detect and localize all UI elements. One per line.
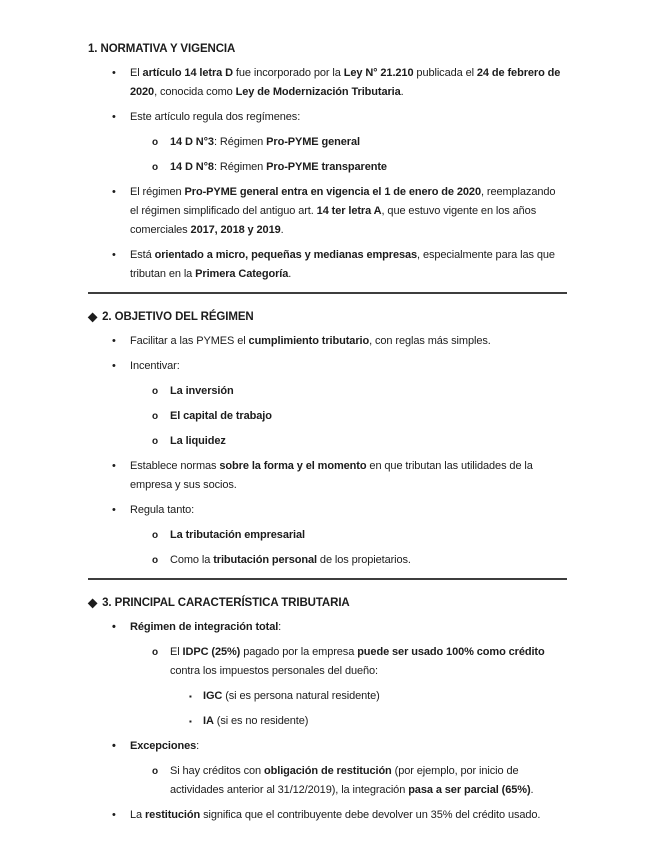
text-segment: Incentivar: [130,360,180,372]
bullet-item [88,806,567,825]
bullet-item [88,407,567,426]
bullet-marker-icon: • [112,621,116,633]
text-segment: , especialmente para las que tributan en la [130,249,555,280]
bullet-item [88,501,567,520]
bullet-marker-icon: • [112,460,116,472]
bullet-item [88,687,567,706]
bullet-marker-icon: o [152,555,159,566]
section-heading-text: 3. PRINCIPAL CARACTERÍSTICA TRIBUTARIA [102,597,350,609]
section-heading [88,593,567,613]
bullet-text [170,762,560,800]
text-segment: Como la [170,554,214,566]
text-segment: Este artículo regula dos regímenes: [130,111,301,123]
bullet-text [130,618,281,637]
section-divider [88,578,567,580]
text-segment: Si hay créditos con [170,765,264,777]
text-segment: cumplimiento tributario [248,335,370,347]
text-segment: Facilitar a las PYMES el [130,335,249,347]
bullet-marker-icon: o [152,162,159,173]
bullet-marker-icon: o [152,530,159,541]
text-segment: 14 ter letra A [316,205,382,217]
text-segment: La inversión [170,385,234,397]
text-segment: en que tributan las utilidades de la empresa y sus socios. [130,460,533,491]
bullet-text [130,457,564,495]
bullet-item [88,64,567,102]
text-segment: puede ser usado 100% como crédito [357,646,545,658]
bullet-marker-icon: o [152,436,159,447]
text-segment: . [280,224,284,236]
bullet-item [88,551,567,570]
bullet-item [88,643,567,681]
text-segment: contra los impuestos personales del dueño: [170,665,378,677]
bullet-text [170,382,234,401]
text-segment: : [278,621,282,633]
text-segment: : Régimen [213,161,267,173]
bullet-marker-icon: o [152,386,159,397]
text-segment: , conocida como [154,86,236,98]
bullet-item [88,246,567,284]
text-segment: Pro-PYME general entra en vigencia el 1 de enero de 2020 [184,186,481,198]
bullet-item [88,712,567,731]
text-segment: . [400,86,404,98]
bullet-marker-icon: • [112,249,116,261]
bullet-text [203,712,308,731]
bullet-marker-icon: o [152,647,159,658]
bullet-item [88,737,567,756]
text-segment: La [130,809,145,821]
bullet-marker-icon: • [112,360,116,372]
text-segment: (si es persona natural residente) [222,690,380,702]
text-segment: (si es no residente) [213,715,309,727]
text-segment: orientado a micro, pequeñas y medianas empresas [154,249,418,261]
bullet-text [170,526,305,545]
bullet-marker-icon: • [112,504,116,516]
text-segment: (por ejemplo, por inicio de actividades anterior al 31/12/2019), la integración [170,765,519,796]
text-segment: . [530,784,534,796]
bullet-item [88,332,567,351]
bullet-item [88,457,567,495]
diamond-icon: ◆ [88,595,98,610]
text-segment: Primera Categoría [195,268,289,280]
text-segment: IGC [203,690,223,702]
text-segment: publicada el [413,67,477,79]
bullet-item [88,183,567,240]
bullet-text [130,64,564,102]
text-segment: 14 D N°3 [170,136,214,148]
bullet-item [88,432,567,451]
bullet-text [130,183,564,240]
text-segment: significa que el contribuyente debe devolver un 35% del crédito usado. [200,809,541,821]
text-segment: El capital de trabajo [170,410,272,422]
bullet-text [130,737,199,756]
bullet-text [130,246,564,284]
text-segment: 2017, 2018 y 2019 [190,224,281,236]
text-segment: fue incorporado por la [232,67,344,79]
bullet-text [170,551,411,570]
section-heading [88,307,567,327]
section-heading [88,40,567,59]
text-segment: 24 de febrero de 2020 [130,67,561,98]
text-segment: de los propietarios. [316,554,411,566]
bullet-text [203,687,380,706]
diamond-icon: ◆ [88,309,98,324]
bullet-item [88,108,567,127]
text-segment: Régimen de integración total [130,621,279,633]
text-segment: , que estuvo vigente en los años comerciales [130,205,537,236]
text-segment: : [196,740,200,752]
text-segment: , reemplazando el régimen simplificado del antiguo art. [130,186,556,217]
text-segment: IDPC (25%) [182,646,241,658]
text-segment: obligación de restitución [264,765,392,777]
text-segment: Está [130,249,155,261]
document-body [88,40,567,825]
bullet-marker-icon: o [152,766,159,777]
bullet-text [170,407,272,426]
bullet-text [170,133,360,152]
bullet-marker-icon: ▪ [189,692,192,701]
bullet-marker-icon: • [112,67,116,79]
section-divider [88,292,567,294]
text-segment: IA [203,715,214,727]
bullet-text [170,158,387,177]
bullet-item [88,357,567,376]
section-heading-text: 2. OBJETIVO DEL RÉGIMEN [102,311,254,323]
bullet-item [88,762,567,800]
bullet-text [130,806,540,825]
text-segment: tributación personal [213,554,317,566]
text-segment: Excepciones [130,740,197,752]
bullet-text [130,332,491,351]
bullet-marker-icon: o [152,137,159,148]
text-segment: Pro-PYME transparente [266,161,387,173]
bullet-marker-icon: • [112,186,116,198]
text-segment: sobre la forma y el momento [219,460,367,472]
bullet-marker-icon: • [112,809,116,821]
text-segment: artículo 14 letra D [142,67,233,79]
text-segment: restitución [145,809,201,821]
text-segment: Establece normas [130,460,220,472]
bullet-marker-icon: • [112,111,116,123]
text-segment: Ley N° 21.210 [343,67,414,79]
text-segment: 14 D N°8 [170,161,214,173]
text-segment: pasa a ser parcial (65%) [408,784,531,796]
text-segment: , con reglas más simples. [369,335,491,347]
text-segment: El [130,67,143,79]
bullet-text [170,643,560,681]
bullet-text [130,357,180,376]
bullet-marker-icon: • [112,335,116,347]
section-heading-text: 1. NORMATIVA Y VIGENCIA [88,43,236,55]
bullet-marker-icon: o [152,411,159,422]
text-segment: Regula tanto: [130,504,195,516]
text-segment: Pro-PYME general [266,136,360,148]
bullet-marker-icon: • [112,740,116,752]
bullet-item [88,618,567,637]
text-segment: La liquidez [170,435,226,447]
bullet-text [170,432,226,451]
bullet-item [88,382,567,401]
bullet-item [88,526,567,545]
text-segment: El régimen [130,186,185,198]
text-segment: pagado por la empresa [240,646,358,658]
bullet-marker-icon: ▪ [189,717,192,726]
bullet-text [130,501,194,520]
bullet-item [88,133,567,152]
text-segment: . [288,268,292,280]
bullet-text [130,108,300,127]
bullet-item [88,158,567,177]
text-segment: El [170,646,183,658]
text-segment: : Régimen [213,136,267,148]
text-segment: La tributación empresarial [170,529,305,541]
text-segment: Ley de Modernización Tributaria [235,86,401,98]
